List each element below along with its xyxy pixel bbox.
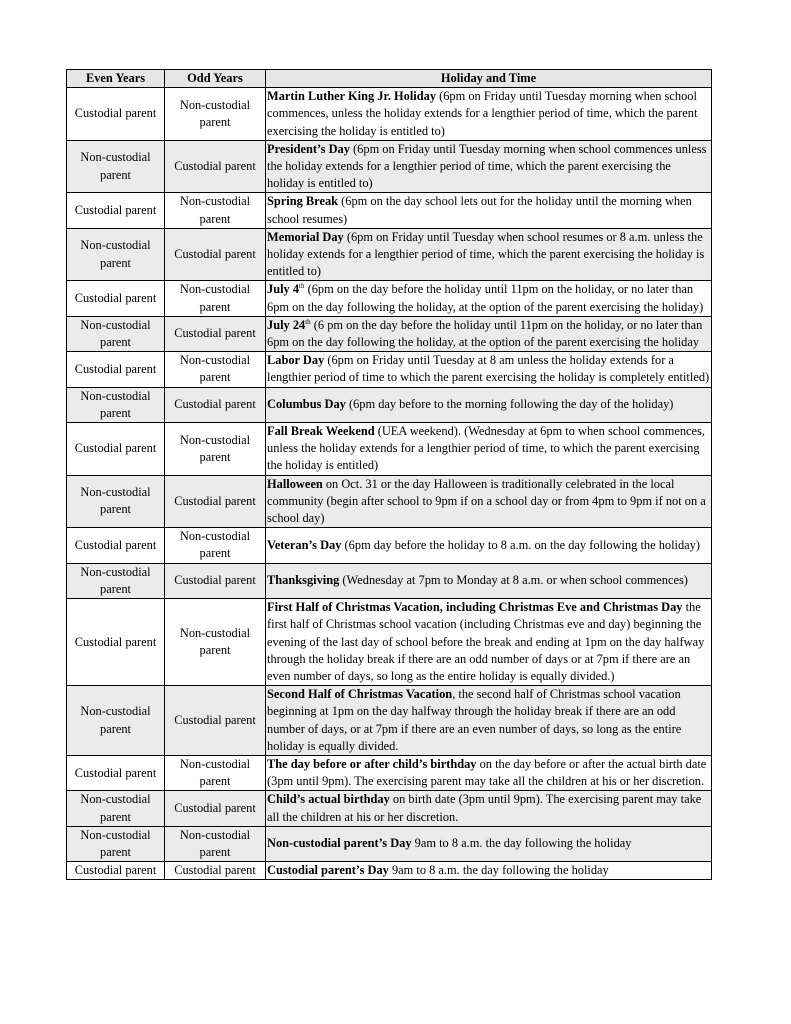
holiday-and-time [266, 316, 712, 351]
holiday-time-detail: 9am to 8 a.m. the day following the holiday [411, 836, 632, 851]
odd-year-parent: Non-custodial parent [165, 755, 266, 790]
odd-year-parent: Non-custodial parent [165, 423, 266, 476]
table-row [67, 193, 712, 228]
holiday-title: Second Half of Christmas Vacation [267, 687, 453, 702]
holiday-title: Spring Break [267, 194, 339, 209]
holiday-time-detail: (6pm on Friday until Tuesday morning when school commences unless the holiday extends for a lengthier period of time, which the parent exercising the holiday is entitled to) [267, 141, 707, 191]
even-year-parent: Non-custodial parent [67, 686, 165, 756]
odd-year-parent: Non-custodial parent [165, 193, 266, 228]
table-row [67, 563, 712, 598]
holiday-time-detail: (6 pm on the day before the holiday until 11pm on the holiday, or no later than 6pm on the day following the holiday, at the option of the parent exercising the holiday [267, 317, 703, 350]
holiday-time-detail: 9am to 8 a.m. the day following the holiday [388, 863, 609, 878]
even-year-parent: Custodial parent [67, 862, 165, 880]
even-year-parent: Custodial parent [67, 599, 165, 686]
table-row [67, 387, 712, 422]
table-row [67, 791, 712, 826]
holiday-time-detail: (6pm day before to the morning following the day of the holiday) [345, 397, 674, 412]
even-year-parent: Non-custodial parent [67, 316, 165, 351]
table-row [67, 528, 712, 563]
odd-year-parent: Custodial parent [165, 686, 266, 756]
holiday-title: Non-custodial parent’s Day [267, 836, 412, 851]
even-year-parent: Non-custodial parent [67, 140, 165, 193]
holiday-time-detail: (6pm on Friday until Tuesday at 8 am unless the holiday extends for a lengthier period of time to which the parent exercising the holiday is completely entitled) [267, 353, 710, 385]
holiday-title: Child’s actual birthday [267, 792, 390, 807]
holiday-and-time [266, 755, 712, 790]
even-year-parent: Non-custodial parent [67, 475, 165, 528]
holiday-time-detail: (6pm on the day before the holiday until 11pm on the holiday, or no later than 6pm on the day following the holiday, at the option of the parent exercising the holiday) [267, 282, 704, 314]
holiday-title: Halloween [267, 476, 323, 491]
header-row [67, 70, 712, 88]
holiday-time-detail: (UEA weekend). (Wednesday at 6pm to when school commences, unless the holiday extends for a lengthier period of time, to which the parent exercising the holiday is entitled) [267, 424, 705, 473]
holiday-time-detail: on Oct. 31 or the day Halloween is traditionally celebrated in the local community (begin after school to 9pm if on a school day or from 4pm to 9pm if not on a school day) [267, 476, 706, 526]
odd-year-parent: Custodial parent [165, 140, 266, 193]
holiday-time-detail: on birth date (3pm until 9pm). The exercising parent may take all the children at his or her discretion. [267, 792, 702, 824]
odd-year-parent: Custodial parent [165, 791, 266, 826]
even-year-parent: Custodial parent [67, 423, 165, 476]
holiday-and-time [266, 475, 712, 528]
table-row [67, 423, 712, 476]
table-row [67, 599, 712, 686]
table-row [67, 281, 712, 316]
odd-year-parent: Custodial parent [165, 228, 266, 281]
odd-year-parent: Custodial parent [165, 316, 266, 351]
holiday-and-time [266, 140, 712, 193]
holiday-and-time [266, 88, 712, 141]
ordinal-suffix: th [305, 317, 311, 326]
holiday-title: Thanksgiving [267, 573, 340, 588]
holiday-time-detail: (6pm on Friday until Tuesday morning when school commences, unless the holiday extends for a lengthier period of time, which the parent exercising the holiday is entitled to) [267, 89, 698, 138]
table-row [67, 140, 712, 193]
holiday-title: Fall Break Weekend [267, 424, 375, 439]
holiday-title: Martin Luther King Jr. Holiday [267, 89, 437, 104]
holiday-and-time [266, 228, 712, 281]
even-year-parent: Non-custodial parent [67, 791, 165, 826]
even-year-parent: Non-custodial parent [67, 228, 165, 281]
holiday-title: July 4 [267, 282, 300, 297]
ordinal-suffix: th [299, 282, 305, 291]
holiday-and-time [266, 423, 712, 476]
holiday-time-detail: , the second half of Christmas school vacation beginning at 1pm on the day halfway through the holiday break if there are an odd number of days, or at 7pm if there are an even number of days, so long as the entire holiday is equally divided. [267, 687, 682, 753]
holiday-and-time [266, 791, 712, 826]
table-row [67, 686, 712, 756]
odd-year-parent: Non-custodial parent [165, 281, 266, 316]
holiday-title: July 24 [267, 317, 306, 332]
holiday-schedule-table [66, 69, 712, 880]
holiday-and-time [266, 826, 712, 861]
holiday-time-detail: (Wednesday at 7pm to Monday at 8 a.m. or when school commences) [339, 573, 688, 588]
holiday-and-time [266, 686, 712, 756]
table-row [67, 475, 712, 528]
table-row [67, 862, 712, 880]
odd-year-parent: Non-custodial parent [165, 826, 266, 861]
holiday-and-time [266, 563, 712, 598]
even-year-parent: Non-custodial parent [67, 826, 165, 861]
holiday-title: Custodial parent’s Day [267, 863, 389, 878]
holiday-title: Columbus Day [267, 397, 346, 412]
holiday-time-detail: (6pm day before the holiday to 8 a.m. on the day following the holiday) [341, 537, 701, 552]
even-year-parent: Custodial parent [67, 88, 165, 141]
table-row [67, 352, 712, 387]
header-even-years: Even Years [67, 70, 165, 88]
even-year-parent: Custodial parent [67, 755, 165, 790]
even-year-parent: Custodial parent [67, 352, 165, 387]
table-row [67, 755, 712, 790]
holiday-and-time [266, 387, 712, 422]
schedule-rows [67, 88, 712, 880]
odd-year-parent: Custodial parent [165, 475, 266, 528]
odd-year-parent: Non-custodial parent [165, 352, 266, 387]
holiday-time-detail: (6pm on Friday until Tuesday when school resumes or 8 a.m. unless the holiday extends for a lengthier period of time, which the parent exercising the holiday is entitled to) [267, 229, 705, 279]
table-row [67, 826, 712, 861]
odd-year-parent: Non-custodial parent [165, 528, 266, 563]
holiday-title: First Half of Christmas Vacation, including Christmas Eve and Christmas Day [267, 600, 683, 615]
holiday-title: The day before or after child’s birthday [267, 756, 477, 771]
even-year-parent: Non-custodial parent [67, 387, 165, 422]
even-year-parent: Custodial parent [67, 193, 165, 228]
odd-year-parent: Non-custodial parent [165, 88, 266, 141]
holiday-and-time [266, 352, 712, 387]
holiday-and-time [266, 862, 712, 880]
table-row [67, 228, 712, 281]
holiday-and-time [266, 599, 712, 686]
holiday-time-detail: (6pm on the day school lets out for the holiday until the morning when school resumes) [267, 194, 692, 226]
odd-year-parent: Non-custodial parent [165, 599, 266, 686]
holiday-and-time [266, 193, 712, 228]
holiday-title: Labor Day [267, 353, 325, 368]
odd-year-parent: Custodial parent [165, 862, 266, 880]
holiday-title: President’s Day [267, 141, 350, 156]
odd-year-parent: Custodial parent [165, 563, 266, 598]
holiday-time-detail: on the day before or after the actual birth date (3pm until 9pm). The exercising parent may take all the children at his or her discretion. [267, 756, 707, 789]
holiday-and-time [266, 281, 712, 316]
even-year-parent: Custodial parent [67, 528, 165, 563]
holiday-and-time [266, 528, 712, 563]
odd-year-parent: Custodial parent [165, 387, 266, 422]
table-row [67, 316, 712, 351]
table-row [67, 88, 712, 141]
header-holiday-and-time: Holiday and Time [266, 70, 712, 88]
even-year-parent: Custodial parent [67, 281, 165, 316]
even-year-parent: Non-custodial parent [67, 563, 165, 598]
holiday-title: Memorial Day [267, 229, 344, 244]
header-odd-years: Odd Years [165, 70, 266, 88]
holiday-time-detail: the first half of Christmas school vacation (including Christmas eve and day) beginning the evening of the last day of school before the break and ending at 1pm on the day halfway through the holiday break if there are an odd number of days or at 7pm if there are an even number of days, so long as the entire holiday is equally divided.) [267, 600, 705, 683]
holiday-title: Veteran’s Day [267, 537, 342, 552]
